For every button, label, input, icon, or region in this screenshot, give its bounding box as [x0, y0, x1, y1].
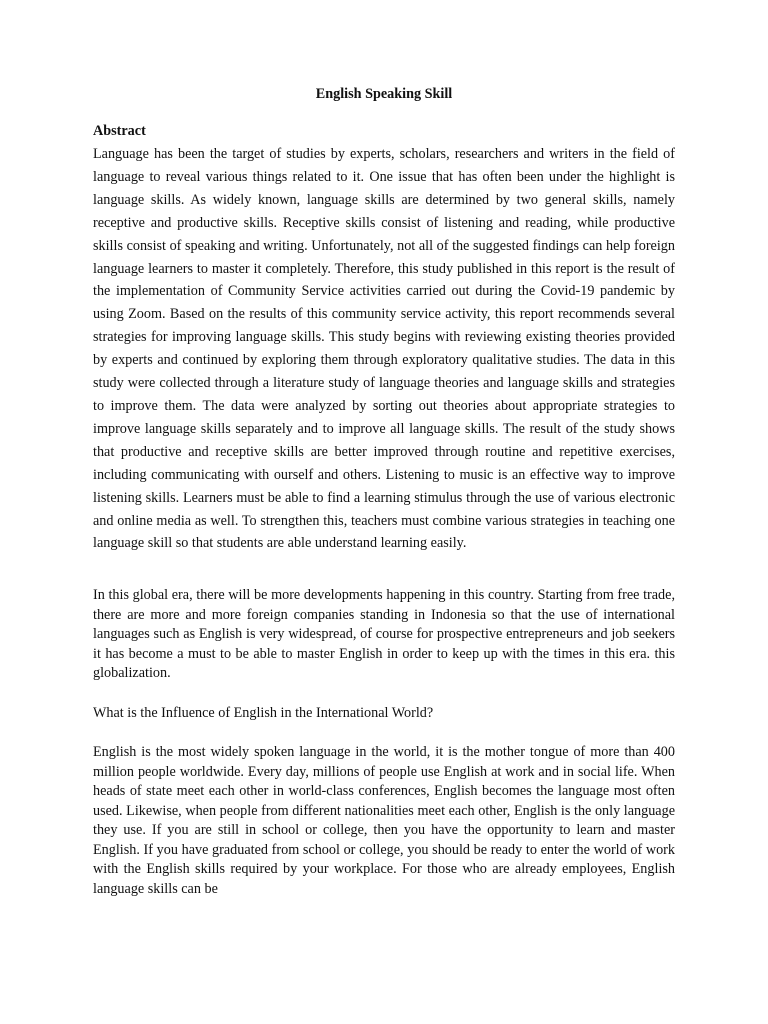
question-line: What is the Influence of English in the International World? [93, 704, 434, 721]
paragraph-gap [93, 723, 675, 743]
document-page [93, 84, 675, 899]
body-paragraph-1: In this global era, there will be more developments happening in this country. Starting from free trade, there are more and more foreign companies standing in Indonesia so that the use of international languages such as English is very widespread, of course for prospective entrepreneurs and job seekers it has become a must to be able to master English in order to keep up with the times in this era. this globalization. [93, 587, 675, 682]
paragraph-gap [93, 684, 675, 704]
section-gap [93, 555, 675, 586]
document-title: English Speaking Skill [315, 86, 453, 102]
body-paragraph-2: English is the most widely spoken language in the world, it is the mother tongue of more than 400 million people worldwide. Every day, millions of people use English at work and in social life. When heads of state meet each other in world-class conferences, English becomes the language most often used. Likewise, when people from different nationalities meet each other, English is the only language they use. If you are still in school or college, then you have the opportunity to learn and master English. If you have graduated from school or college, you should be ready to enter the world of work with the English skills required by your workplace. For those who are already employees, English language skills can be [93, 744, 675, 897]
abstract-paragraph: Language has been the target of studies by experts, scholars, researchers and writers in the field of language to reveal various things related to it. One issue that has often been under the highlight is language skills. As widely known, language skills are determined by two general skills, namely receptive and productive skills. Receptive skills consist of listening and reading, while productive skills consist of speaking and writing. Unfortunately, not all of the suggested findings can help foreign language learners to master it completely. Therefore, this study published in this report is the result of the implementation of Community Service activities carried out during the Covid-19 pandemic by using Zoom. Based on the results of this community service activity, this report recommends several strategies for improving language skills. This study begins with reviewing existing theories provided by experts and continued by exploring them through exploratory qualitative studies. The data in this study were collected through a literature study of language theories and language skills and strategies to improve them. The data were analyzed by sorting out theories about appropriate strategies to improve language skills separately and to improve all language skills. The result of the study shows that productive and receptive skills are better improved through routine and repetitive exercises, including communicating with ourself and others. Listening to music is an effective way to improve listening skills. Learners must be able to find a learning stimulus through the use of various electronic and online media as well. To strengthen this, teachers must combine various strategies in teaching one language skill so that students are able understand learning easily. [93, 146, 675, 552]
abstract-heading: Abstract [93, 123, 146, 139]
